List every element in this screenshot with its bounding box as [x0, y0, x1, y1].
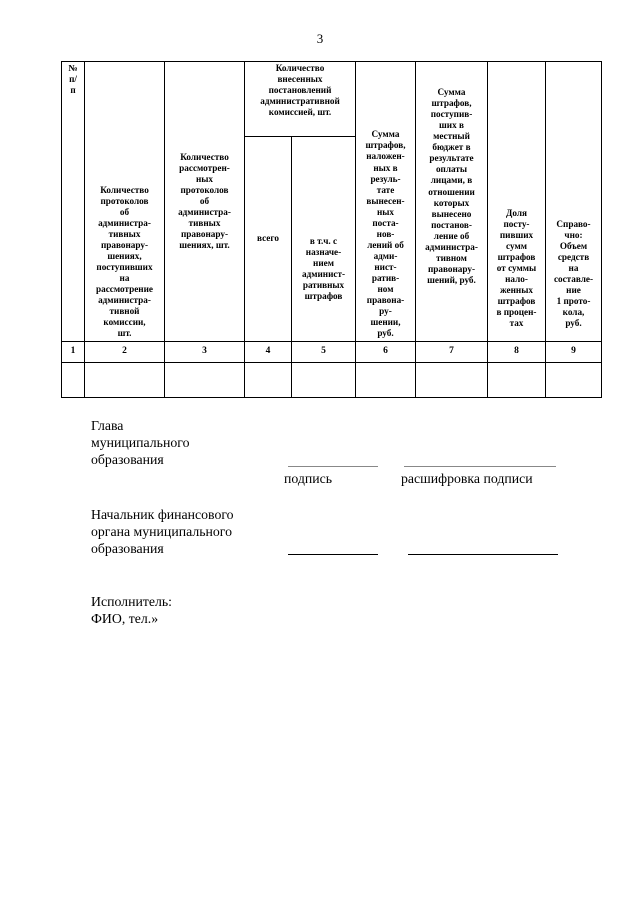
finance-head-title: Начальник финансового органа муниципального образования — [91, 507, 234, 556]
column-number: 9 — [546, 342, 602, 363]
table-cell — [245, 363, 292, 398]
header-issued-resolutions: Количество внесенных постановлений административной комиссией, шт. — [245, 62, 356, 137]
column-number: 6 — [356, 342, 416, 363]
table-cell — [546, 363, 602, 398]
header-received-protocols: Количество протоколов об администра- тивных правонару- шениях, поступивших на рассмотрение администра- тивной комиссии, шт. — [85, 62, 165, 342]
column-number: 3 — [165, 342, 245, 363]
table-cell — [292, 363, 356, 398]
column-number-row — [62, 342, 602, 363]
header-reviewed-protocols: Количество рассмотрен- ных протоколов об администра- тивных правонару- шениях, шт. — [165, 62, 245, 342]
head-signature-line — [288, 466, 378, 467]
finance-signature-line — [288, 554, 378, 555]
header-paid-share: Доля посту- пивших сумм штрафов от суммы нало- женных штрафов в процен- тах — [488, 62, 546, 342]
header-cost-per-protocol: Справо- чно: Объем средств на составле- ние 1 прото- кола, руб. — [546, 62, 602, 342]
finance-decryption-line — [408, 554, 558, 555]
header-imposed-fines: Сумма штрафов, наложен- ных в резуль- тате вынесен- ных поста- нов- лений об адми- нист- ратив- ном правона- ру- шении, руб. — [356, 62, 416, 342]
header-row-number: № п/ п — [62, 62, 85, 342]
head-title: Глава муниципального образования — [91, 418, 190, 467]
column-number: 1 — [62, 342, 85, 363]
page-number: 3 — [316, 31, 324, 46]
column-number: 5 — [292, 342, 356, 363]
header-total-resolutions: всего — [245, 137, 292, 342]
decryption-caption: расшифровка подписи — [401, 471, 533, 486]
header-resolutions-with-fines: в т.ч. с назначе- нием админист- ративных штрафов — [292, 137, 356, 342]
report-table — [61, 61, 602, 398]
table-cell — [62, 363, 85, 398]
header-paid-fines: Сумма штрафов, поступив- ших в местный бюджет в результате оплаты лицами, в отношении которых вынесено постанов- ление об администра- тивном правонару- шений, руб. — [416, 62, 488, 342]
column-number: 2 — [85, 342, 165, 363]
table-cell — [356, 363, 416, 398]
column-number: 4 — [245, 342, 292, 363]
table-cell — [488, 363, 546, 398]
column-number: 8 — [488, 342, 546, 363]
column-number: 7 — [416, 342, 488, 363]
head-decryption-line — [404, 466, 556, 467]
empty-data-row — [62, 363, 602, 398]
table-cell — [85, 363, 165, 398]
signature-caption: подпись — [284, 471, 333, 486]
executor-label: Исполнитель: — [91, 594, 173, 609]
table-cell — [416, 363, 488, 398]
executor-contacts: ФИО, тел.» — [91, 611, 159, 626]
table-cell — [165, 363, 245, 398]
